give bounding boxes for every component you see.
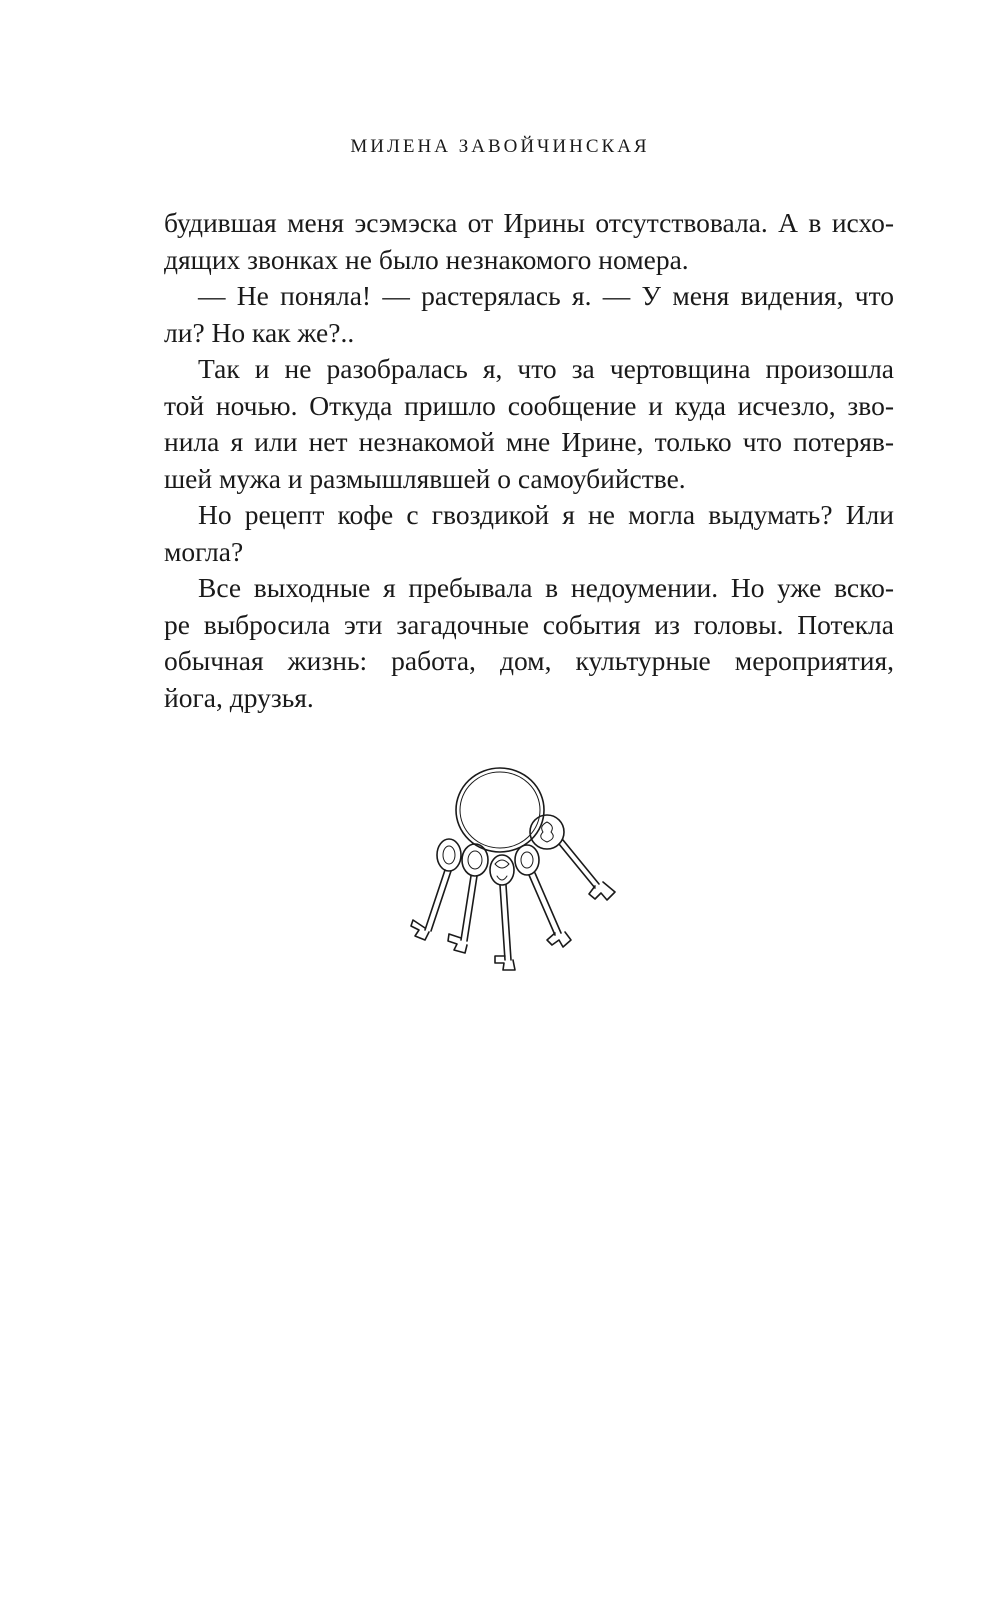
running-header: МИЛЕНА ЗАВОЙЧИНСКАЯ [350, 136, 650, 157]
text-line: могла? [164, 535, 244, 567]
text-line: ре выбросила эти загадочные события из головы. Потекла [164, 608, 894, 640]
text-line: йога, друзья. [164, 681, 314, 713]
text-line: Так и не разобралась я, что за чертовщина произошла [198, 353, 894, 384]
text-line: дящих звонках не было незнакомого номера. [164, 243, 689, 275]
text-line: ли? Но как же?.. [164, 316, 355, 348]
key-shape [515, 845, 571, 947]
text-line: будившая меня эсэмэска от Ирины отсутствовала. А в исхо- [164, 207, 894, 238]
key-shape [490, 855, 515, 970]
paragraph [164, 278, 894, 351]
paragraph [164, 205, 894, 278]
key-shape [411, 839, 461, 940]
keys-bunch-icon [405, 760, 635, 990]
paragraph [164, 570, 894, 716]
text-line: той ночью. Откуда пришло сообщение и куда исчезло, зво- [164, 389, 894, 421]
text-line: нила я или нет незнакомой мне Ирине, только что потеряв- [164, 426, 894, 457]
text-line: Но рецепт кофе с гвоздикой я не могла выдумать? Или [198, 499, 894, 530]
body-text [164, 205, 894, 716]
key-shape [530, 815, 615, 900]
text-line: обычная жизнь: работа, дом, культурные мероприятия, [164, 645, 894, 676]
text-line: Все выходные я пребывала в недоумении. Но уже вско- [198, 572, 894, 603]
text-line: шей мужа и размышлявшей о самоубийстве. [164, 462, 686, 494]
text-line: — Не поняла! — растерялась я. — У меня видения, что [198, 280, 894, 311]
paragraph [164, 497, 894, 570]
paragraph [164, 351, 894, 497]
